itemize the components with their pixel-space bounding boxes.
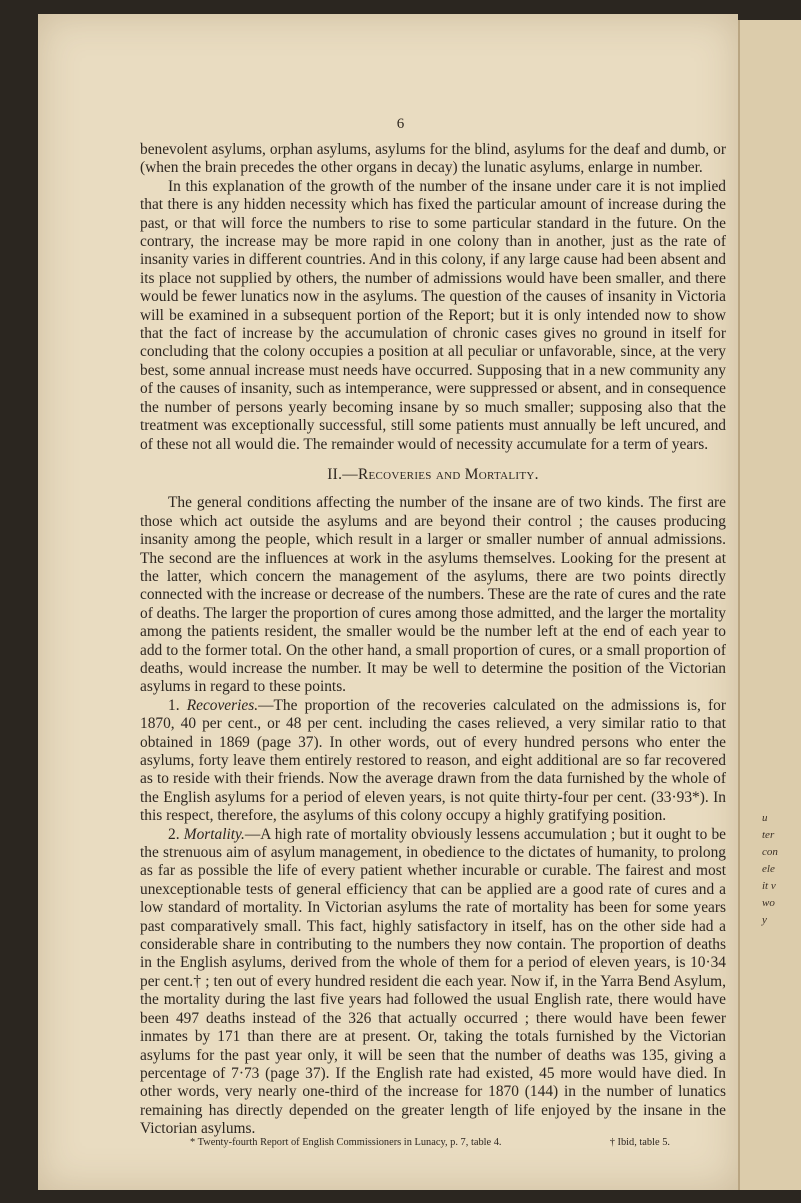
footnote: † Ibid, table 5. [609,1137,670,1148]
subheading-recoveries: Recoveries. [186,696,259,714]
paragraph: In this explanation of the growth of the number of the insane under care it is not implied that there is any hidden necessity which has fixed the particular amount of increase during the past, or that will force the numbers to rise to some particular standard in the future. On the contrary, the increase may be more rapid in one colony than in another, just as the rate of insanity varies in different countries. And in this colony, if any large cause had been absent and its place not supplied by others, the number of admissions would have been smaller, and there would be fewer lunatics now in the asylums. The question of the causes of insanity in Victoria will be examined in a subsequent portion of the Report; but it is only intended now to show that the fact of increase by the accumulation of chronic cases gives no ground in itself for concluding that the colony occupies a position at all peculiar or unfavorable, since, at the very best, some annual increase must needs have occurred. Supposing that in a new community any of the causes of insanity, such as intemperance, were suppressed or absent, and in consequence the number of persons yearly becoming insane by so much smaller; supposing also that the treatment was exceptionally successful, still some patients must annually be left uncured, and of these not all would die. The remainder would of necessity accumulate for a term of years. [140,177,726,453]
page-number: 6 [396,116,405,132]
footnotes [190,1137,730,1148]
section-heading: II.—Recoveries and Mortality. [327,465,539,483]
paragraph: benevolent asylums, orphan asylums, asylums for the blind, asylums for the deaf and dumb, or (when the brain precedes the other organs in decay) the lunatic asylums, enlarge in number. [140,141,726,177]
adjacent-page-edge [738,20,801,1190]
paragraph: The general conditions affecting the number of the insane are of two kinds. The first are those which act outside the asylums and are beyond their control ; the causes producing insanity among the people, which result in a larger or smaller number of annual admissions. The second are the influences at work in the asylums themselves. Looking for the present at the latter, which concern the management of the asylums, there are two points directly connected with the increase or decrease of the numbers. These are the rate of cures and the rate of deaths. The larger the proportion of cures among those admitted, and the larger the mortality among the patients resident, the smaller would be the number left at the end of each year to add to the former total. On the other hand, a small proportion of cures, or a small proportion of deaths, would increase the number. It may be well to determine the position of the Victorian asylums in regard to these points. [140,494,726,696]
adjacent-page-text-fragments: u ter con ele it v wo y [762,812,778,926]
paragraph: 2. Mortality.—A high rate of mortality obviously lessens accumulation ; but it ought to be the strenuous aim of asylum management, in obedience to the dictates of humanity, to prolong as far as possible the life of every patient whether incurable or curable. The fairest and most unexceptionable tests of general efficiency that can be applied are a good rate of cures and a low standard of mortality. In Victorian asylums the rate of mortality has been for some years past comparatively small. This fact, highly satisfactory in itself, has on the other side had a considerable share in contributing to the numbers they now contain. The proportion of deaths in the English asylums, derived from the whole of them for a period of eleven years, is 10·34 per cent.† ; ten out of every hundred resident die each year. Now if, in the Yarra Bend Asylum, the mortality during the last five years had followed the usual English rate, there would have been 497 deaths instead of the 326 that actually occurred ; there would have been fewer inmates by 171 than there are at present. Or, taking the totals furnished by the Victorian asylums for the past year only, it will be seen that the number of deaths was 135, giving a percentage of 7·73 (page 37). If the English rate had existed, 45 more would have died. In other words, very nearly one-third of the increase for 1870 (144) in the number of lunatics remaining has directly depended on the greater length of life enjoyed by the insane in the Victorian asylums. [140,825,726,1138]
subheading-mortality: Mortality. [183,825,245,843]
body-text [140,141,726,1139]
footnote: * Twenty-fourth Report of English Commissioners in Lunacy, p. 7, table 4. [190,1137,502,1148]
paragraph: 1. Recoveries.—The proportion of the recoveries calculated on the admissions is, for 1870, 40 per cent., or 48 per cent. including the cases relieved, a very similar ratio to that obtained in 1869 (page 37). In other words, out of every hundred persons who enter the asylums, forty leave them entirely restored to reason, and eight additional are so far recovered as to reside with their friends. Now the average drawn from the data furnished by the whole of the English asylums for a period of eleven years, is not quite thirty-four per cent. (33·93*). In this respect, therefore, the asylums of this colony occupy a highly gratifying position. [140,696,726,825]
